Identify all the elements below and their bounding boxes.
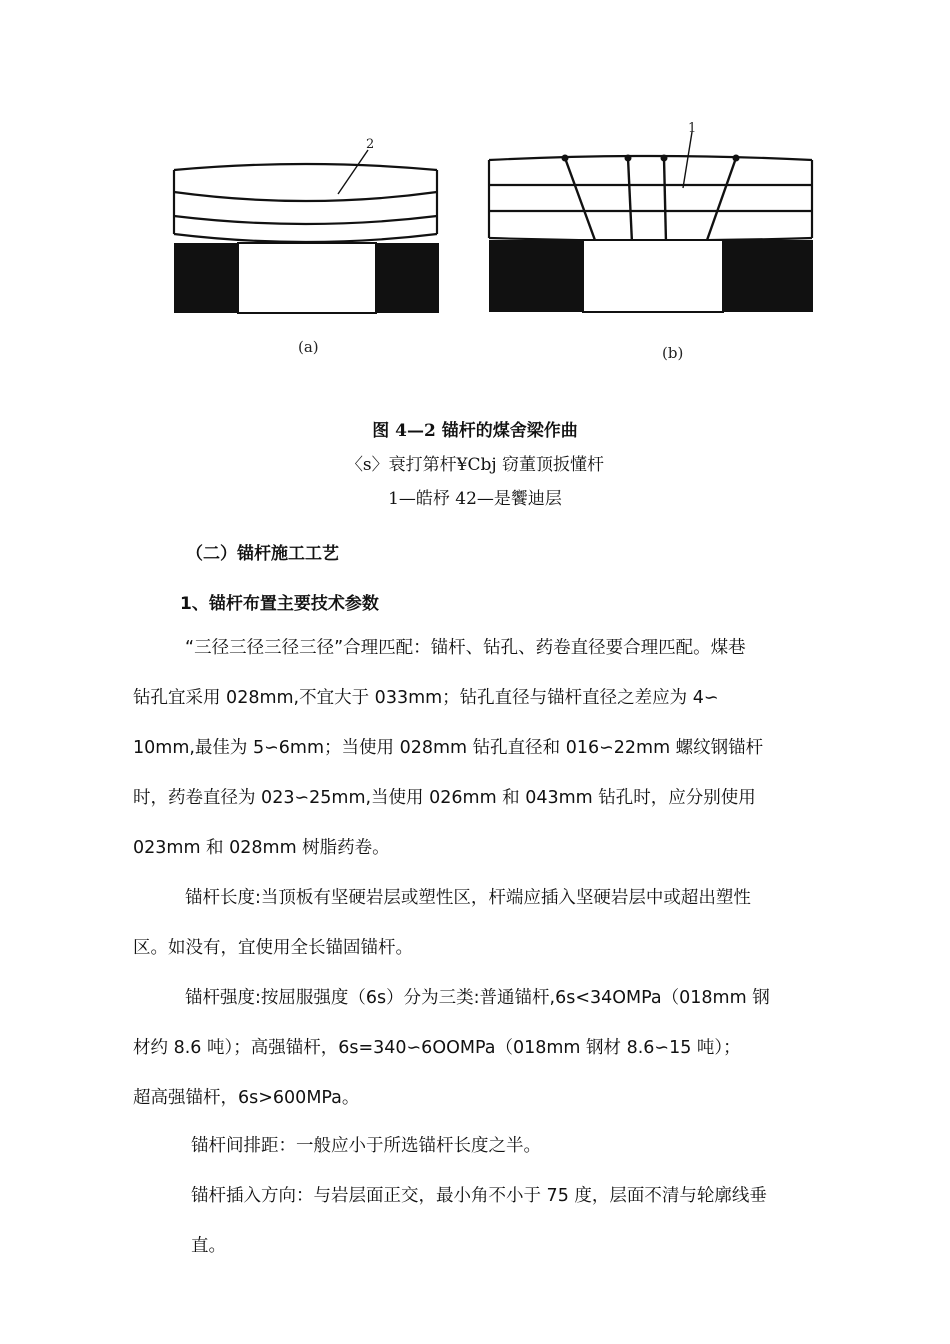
- text-line: 锚杆强度:按屈服强度（6s）分为三类:普通锚杆,6s<34OMPa（018mm 钢: [185, 988, 770, 1008]
- text-line: 直。: [191, 1236, 226, 1256]
- paragraph-bolt-strength: [133, 973, 853, 1123]
- text-line: 钻孔宜采用 028mm,不宜大于 033mm；钻孔直径与锚杆直径之差应为 4∽: [133, 688, 719, 708]
- figure-anchor-beam: [0, 118, 950, 378]
- pillar-right-a: [376, 243, 439, 313]
- label-b: (b): [662, 344, 684, 362]
- section-heading: （二）锚杆施工工艺: [186, 544, 339, 564]
- text-line: 锚杆长度:当顶板有坚硬岩层或塑性区，杆端应插入坚硬岩层中或超出塑性: [185, 888, 751, 908]
- text-line: 锚杆间排距：一般应小于所选锚杆长度之半。: [191, 1136, 541, 1156]
- paragraph-insertion-direction: [133, 1171, 853, 1271]
- text-line: 10mm,最佳为 5∽6mm；当使用 028mm 钻孔直径和 016∽22mm 螺纹钢锚杆: [133, 738, 764, 758]
- label-a: (a): [298, 338, 319, 356]
- anchor-bolts: [565, 132, 736, 243]
- figure-caption-title: 图 4—2 锚杆的煤舍梁作曲: [372, 421, 578, 441]
- text-line: “三径三径三径三径”合理匹配：锚杆、钻孔、药卷直径要合理匹配。煤巷: [185, 638, 746, 658]
- text-line: 锚杆插入方向：与岩层面正交，最小角不小于 75 度，层面不清与轮廓线垂: [191, 1186, 767, 1206]
- pillar-left-a: [174, 243, 238, 313]
- paragraph-diameter-matching: [133, 623, 853, 873]
- subsection-heading: 1、锚杆布置主要技术参数: [180, 594, 379, 614]
- pillar-left-b: [489, 240, 583, 312]
- pillar-right-b: [723, 240, 813, 312]
- paragraph-bolt-spacing: [133, 1121, 853, 1171]
- text-line: 超高强锚杆，6s>600MPa。: [133, 1088, 360, 1108]
- opening-a: [238, 243, 376, 313]
- figure-caption-line2: 〈s〉衰打第杆¥Cbj 窃董顶扳懂杆: [345, 455, 605, 475]
- text-line: 材约 8.6 吨）；高强锚杆，6s=340∽6OOMPa（018mm 钢材 8.6∽15 吨）；: [133, 1038, 741, 1058]
- figure-drawing: [0, 118, 950, 378]
- text-line: 区。如没有，宜使用全长锚固锚杆。: [133, 938, 413, 958]
- text-line: 时，药卷直径为 023∽25mm,当使用 026mm 和 043mm 钻孔时，应分别使用: [133, 788, 756, 808]
- diagram-b: [489, 156, 812, 241]
- opening-b: [583, 240, 723, 312]
- bolt-heads: [562, 155, 740, 247]
- callout-1: 1: [688, 121, 697, 136]
- paragraph-bolt-length: [133, 873, 853, 973]
- diagram-a: [174, 150, 437, 242]
- callout-2: 2: [366, 137, 375, 152]
- figure-caption-line3: 1—皓杼 42—是饗迪层: [388, 489, 562, 509]
- text-line: 023mm 和 028mm 树脂药卷。: [133, 838, 390, 858]
